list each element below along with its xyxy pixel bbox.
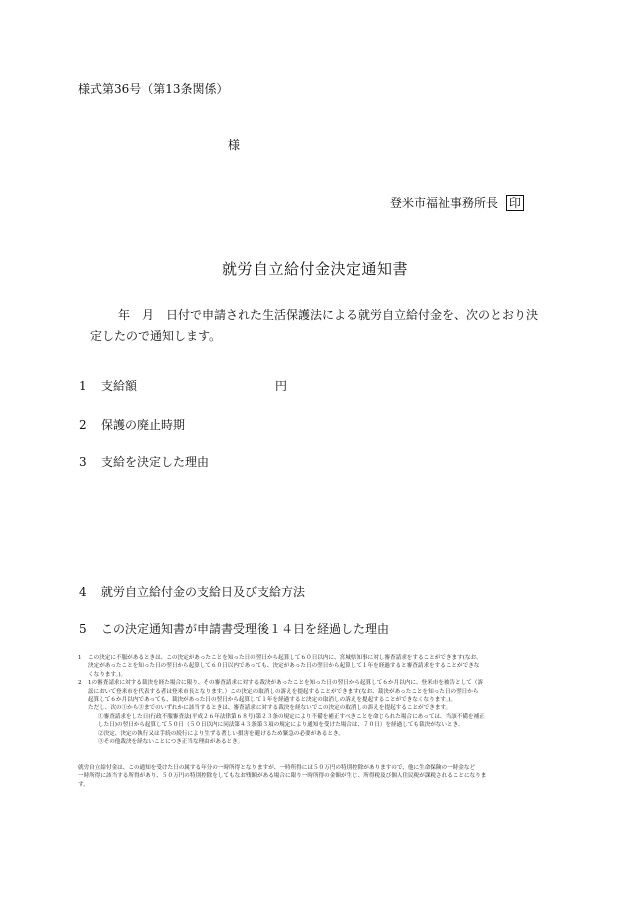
note-line: この決定に不服があるときは、この決定があったことを知った日の翌日から起算して６０日以内に、宮城県知事に対し審査請求をすることができます(なお、 [88, 655, 482, 661]
item-delay-reason [79, 620, 389, 637]
body-line-2: 定したので通知します。 [90, 329, 222, 343]
note-line: くなります。)。 [88, 671, 127, 678]
note-subitem: した日)の翌日から起算して５０日（５０日以内に同法第４３条第３項の規定により通知を受けた場合は、７０日）を経過しても裁決がないとき。 [98, 722, 464, 729]
footnote-line: 就労自立給付金は、この通知を受けた日の属する年分の一時所得となりますが、一時所得には５０万円の特別控除がありますので、他に生命保険の一時金など [78, 765, 476, 771]
tax-footnote [78, 764, 558, 789]
form-number: 様式第36号（第13条関係） [78, 82, 229, 96]
note-line: 1の審査請求に対する裁決を経た場合に限り、その審査請求に対する裁決があったことを知った日の翌日から起算して６か月以内に、登米市を被告として（訴 [88, 680, 484, 687]
item-payment-method [79, 583, 305, 600]
body-line-1: 年 月 日付で申請された生活保護法による就労自立給付金を、次のとおり決 [118, 308, 539, 322]
footnote-line: す。 [78, 781, 89, 788]
issuer-name: 登米市福祉事務所長 [390, 196, 499, 210]
seal-mark: 印 [506, 195, 524, 211]
issuer-block [390, 194, 524, 211]
note-1 [78, 654, 558, 679]
item-label: 保護の廃止時期 [101, 418, 186, 432]
note-line: 決定があったことを知った日の翌日から起算して６０日以内であっても、決定があった日の翌日から起算して１年を経過すると審査請求をすることができな [88, 663, 480, 670]
addressee-suffix: 様 [228, 138, 241, 152]
body-paragraph [79, 305, 549, 347]
note-line: 訟において登米市を代表する者は登米市長となります。）この決定の取消しの訴えを提起することができます(なお、裁決があったことを知った日の翌日から [88, 688, 479, 695]
note-number: 1 [78, 655, 82, 661]
item-label: 支給額 [101, 379, 138, 393]
note-line: 起算して６か月以内であっても、裁決があった日の翌日から起算して１年を経過すると決定の取消しの訴えを提起することができなくなります。)。 [88, 697, 457, 704]
item-number: 4 [79, 585, 87, 599]
note-number: 2 [78, 680, 82, 687]
note-2 [78, 679, 558, 746]
note-line: ただし、次の①から③までのいずれかに該当するときは、審査請求に対する裁決を経ないでこの決定の取消しの訴えを提起することができます。 [88, 705, 452, 712]
amount-unit: 円 [275, 379, 288, 393]
footnote-line: 一時所得に該当する所得があり、５０万円の特別控除をしてもなお残額がある場合に限り一時所得の金額が生じ、所得税及び個人住民税が課税されることになりま [78, 773, 487, 780]
item-number: 2 [79, 418, 87, 432]
notes-section [78, 654, 558, 746]
document-title: 就労自立給付金決定通知書 [221, 260, 408, 278]
item-label: 支給を決定した理由 [101, 455, 210, 469]
item-number: 5 [79, 622, 87, 636]
item-label: この決定通知書が申請書受理後１４日を経過した理由 [101, 622, 390, 636]
note-subitem: ③その他裁決を経ないことにつき正当な理由があるとき。 [98, 739, 244, 746]
item-amount [79, 377, 288, 394]
note-subitem: ②決定、決定の執行又は手続の続行により生ずる著しい損害を避けるため緊急の必要があるとき。 [98, 730, 344, 737]
item-abolition-period [79, 416, 185, 433]
note-subitem: ①審査請求をした日(行政不服審査法(平成２６年法律第６８号)第２３条の規定により不備を補正すべきことを命じられた場合にあっては、当該不備を補正 [98, 713, 485, 720]
item-reason [79, 453, 209, 470]
item-number: 1 [79, 379, 87, 393]
item-number: 3 [79, 455, 87, 469]
item-label: 就労自立給付金の支給日及び支給方法 [101, 585, 306, 599]
